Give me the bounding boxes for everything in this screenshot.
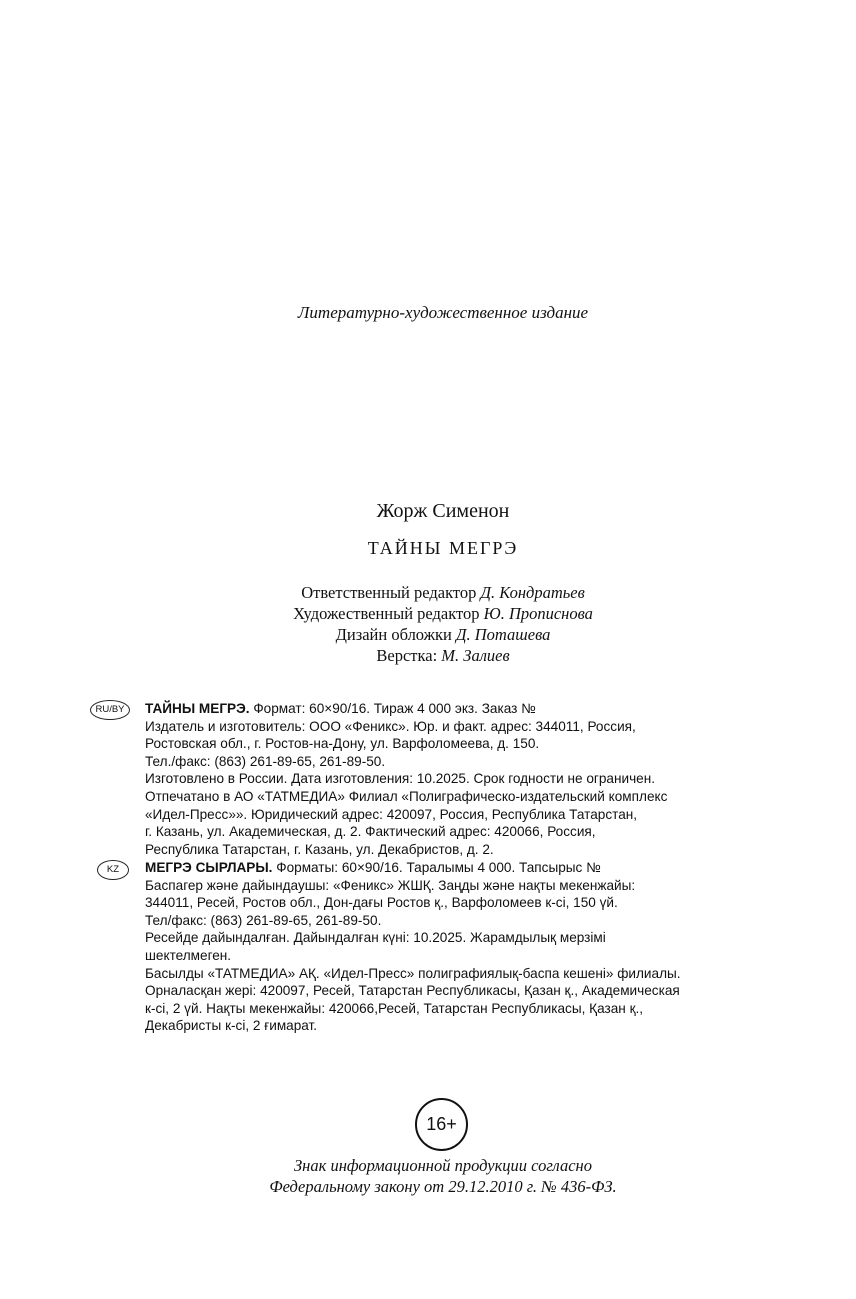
imprint-line: г. Казань, ул. Академическая, д. 2. Фактический адрес: 420066, Россия, bbox=[145, 824, 596, 840]
credit-person: М. Залиев bbox=[441, 646, 510, 665]
credit-role: Художественный редактор bbox=[293, 604, 484, 623]
credit-person: Д. Поташева bbox=[456, 625, 551, 644]
author-name: Жорж Сименон bbox=[376, 500, 510, 522]
age-note-line: Федеральному закону от 29.12.2010 г. № 436-ФЗ. bbox=[269, 1177, 617, 1196]
credit-role: Дизайн обложки bbox=[335, 625, 457, 644]
region-badge-kz: KZ bbox=[97, 860, 129, 880]
imprint-line: Изготовлено в России. Дата изготовления: 10.2025. Срок годности не ограничен. bbox=[145, 771, 656, 787]
credits-block bbox=[0, 582, 856, 666]
age-rating-note bbox=[0, 1155, 856, 1197]
credit-person: Д. Кондратьев bbox=[480, 583, 585, 602]
imprint-line: Басылды «ТАТМЕДИА» АҚ. «Идел-Пресс» полиграфиялық-баспа кешені» филиалы. bbox=[145, 965, 681, 981]
imprint-text: Форматы: 60×90/16. Таралымы 4 000. Тапсырыс № bbox=[272, 860, 601, 875]
imprint-line: 344011, Ресей, Ростов обл., Дон-дағы Ростов қ., Варфоломеев к-сі, 150 үй. bbox=[145, 895, 618, 911]
age-note-line: Знак информационной продукции согласно bbox=[294, 1156, 592, 1175]
imprint-lead: МЕГРЭ СЫРЛАРЫ. bbox=[145, 860, 273, 875]
age-rating-badge: 16+ bbox=[415, 1098, 468, 1151]
imprint-line: Орналасқан жері: 420097, Ресей, Татарстан Республикасы, Қазан қ., Академическая bbox=[145, 983, 680, 999]
credit-role: Ответственный редактор bbox=[301, 583, 481, 602]
imprint-lead: ТАЙНЫ МЕГРЭ. bbox=[145, 701, 250, 716]
credit-role: Верстка: bbox=[376, 646, 442, 665]
credit-line bbox=[0, 645, 856, 666]
edition-type: Литературно-художественное издание bbox=[297, 303, 589, 322]
imprint-line bbox=[145, 859, 765, 877]
imprint-line: Республика Татарстан, г. Казань, ул. Декабристов, д. 2. bbox=[145, 841, 494, 857]
imprint-line: Баспагер және дайындаушы: «Феникс» ЖШҚ. Заңды және нақты мекенжайы: bbox=[145, 877, 636, 893]
imprint-line bbox=[145, 700, 765, 718]
imprint-kz bbox=[145, 859, 765, 1035]
region-badge-ru-by: RU/BY bbox=[90, 700, 130, 720]
imprint-line: Декабристы к-сі, 2 ғимарат. bbox=[145, 1018, 318, 1034]
imprint-line: шектелмеген. bbox=[145, 947, 232, 963]
imprint-ru bbox=[145, 700, 765, 858]
imprint-line: Тел/факс: (863) 261-89-65, 261-89-50. bbox=[145, 912, 382, 928]
imprint-line: Ростовская обл., г. Ростов-на-Дону, ул. Варфоломеева, д. 150. bbox=[145, 736, 540, 752]
credit-person: Ю. Прописнова bbox=[483, 604, 593, 623]
imprint-line: «Идел-Пресс»». Юридический адрес: 420097, Россия, Республика Татарстан, bbox=[145, 806, 638, 822]
credit-line bbox=[0, 624, 856, 645]
credit-line bbox=[0, 603, 856, 624]
imprint-line: Издатель и изготовитель: ООО «Феникс». Юр. и факт. адрес: 344011, Россия, bbox=[145, 718, 636, 734]
imprint-text: Формат: 60×90/16. Тираж 4 000 экз. Заказ № bbox=[249, 701, 536, 716]
imprint-line: к-сі, 2 үй. Нақты мекенжайы: 420066,Ресей, Татарстан Республикасы, Қазан қ., bbox=[145, 1000, 644, 1016]
imprint-line: Тел./факс: (863) 261-89-65, 261-89-50. bbox=[145, 753, 386, 769]
imprint-line: Ресейде дайындалған. Дайындалған күні: 10.2025. Жарамдылық мерзімі bbox=[145, 930, 606, 946]
imprint-line: Отпечатано в АО «ТАТМЕДИА» Филиал «Полиграфическо-издательский комплекс bbox=[145, 788, 668, 804]
book-title: ТАЙНЫ МЕГРЭ bbox=[367, 538, 519, 558]
credit-line bbox=[0, 582, 856, 603]
